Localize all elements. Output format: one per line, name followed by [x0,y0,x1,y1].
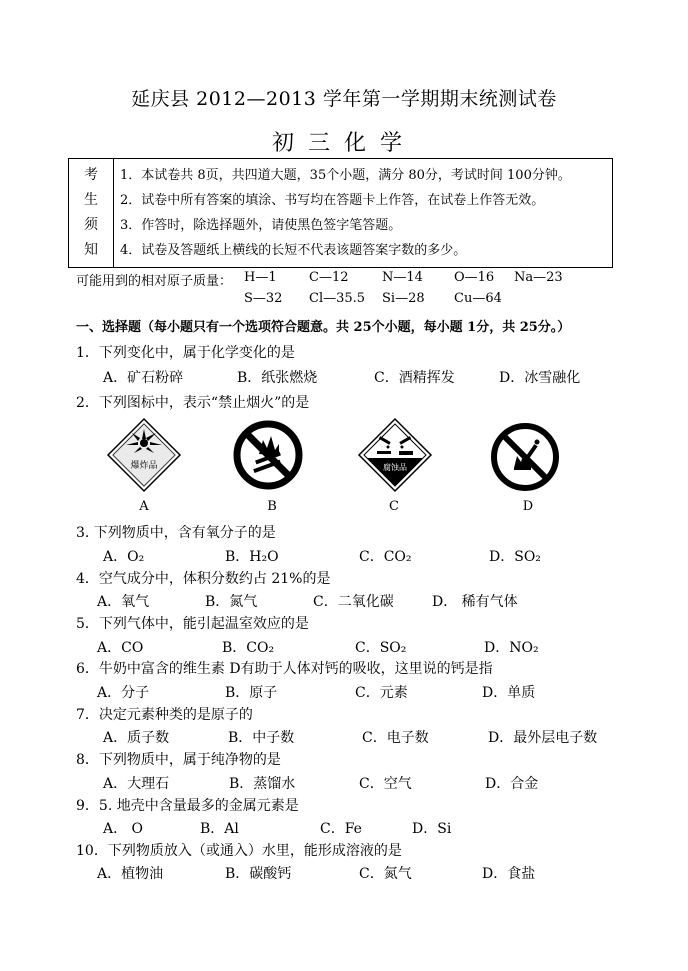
option: D．SO₂ [489,549,541,565]
option: D． 稀有气体 [432,594,518,610]
option: D．最外层电子数 [488,730,598,746]
question-stem: 9．5. 地壳中含量最多的金属元素是 [76,798,299,814]
option: A．O₂ [103,549,145,565]
question-stem: 2．下列图标中，表示“禁止烟火”的是 [76,395,310,411]
option: C．电子数 [362,730,429,746]
option: B．H₂O [225,549,279,565]
option: D．合金 [485,776,539,792]
option: C．SO₂ [355,640,407,656]
question-stem: 5．下列气体中，能引起温室效应的是 [76,616,309,632]
option: D．Si [412,821,452,837]
explosive-sign-icon [106,417,182,493]
no-smoking-fire-sign-icon [490,422,560,492]
option: B．蒸馏水 [229,776,296,792]
option: D [522,499,534,514]
option: B．中子数 [228,730,295,746]
option: A．大理石 [103,776,170,792]
exam-title: 延庆县 2012—2013 学年第一学期期末统测试卷 [131,88,557,110]
section-heading: 一、选择题（每小题只有一个选项符合题意。共 25个小题，每小题 1分，共 25分。） [76,320,571,335]
option: A [139,499,149,514]
notice-side-label: 考 生 须 知 [69,159,114,268]
atomic-mass-item: Na—23 [514,270,563,285]
no-open-flame-sign-icon [233,420,303,490]
atomic-mass-item: Si—28 [382,291,425,306]
question-stem: 4．空气成分中，体积分数约占 21%的是 [76,571,331,587]
option: A．植物油 [97,866,164,882]
option: D．NO₂ [484,640,539,656]
notice-item: 1．本试卷共 8页，共四道大题，35个小题，满分 80分，考试时间 100分钟。 [120,168,571,183]
option: A． O [103,821,144,837]
atomic-mass-label: 可能用到的相对原子质量： [76,274,233,289]
option: C．酒精挥发 [374,370,455,386]
option: B．氮气 [205,594,258,610]
option: D．冰雪融化 [499,370,581,386]
option: B．碳酸钙 [225,866,292,882]
option: C．Fe [320,821,362,837]
notice-items [114,159,613,268]
option: B．Al [200,821,239,837]
option: A．氧气 [97,594,150,610]
atomic-mass-item: S—32 [244,291,283,306]
option: B．CO₂ [222,640,275,656]
exam-subject: 初三化学 [271,131,416,156]
option: A．质子数 [103,730,170,746]
option: C．CO₂ [359,549,412,565]
question-stem: 3. 下列物质中，含有氧分子的是 [76,525,276,541]
notice-item: 2．试卷中所有答案的填涂、书写均在答题卡上作答，在试卷上作答无效。 [120,193,545,208]
atomic-mass-item: N—14 [382,270,423,285]
option: C [389,499,399,514]
option: B．原子 [225,685,278,701]
question-stem: 8．下列物质中，属于纯净物的是 [76,752,281,768]
question-stem: 1．下列变化中，属于化学变化的是 [76,345,295,361]
option: C．空气 [359,776,412,792]
icon-label: 爆炸品 [130,461,158,471]
option: A．矿石粉碎 [103,370,184,386]
option: D．单质 [482,685,536,701]
question-stem: 10．下列物质放入（或通入）水里，能形成溶液的是 [76,843,402,859]
icon-label: 腐蚀品 [383,463,407,472]
atomic-mass-item: H—1 [244,270,277,285]
notice-item: 3．作答时，除选择题外，请使黑色签字笔答题。 [120,218,402,233]
notice-item: 4．试卷及答题纸上横线的长短不代表该题答案字数的多少。 [120,243,467,258]
option: B．纸张燃烧 [237,370,318,386]
option: A．CO [97,640,144,656]
atomic-mass-item: O—16 [454,270,495,285]
atomic-mass-item: Cl—35.5 [309,291,366,306]
option: C．元素 [355,685,408,701]
option: C．二氧化碳 [313,594,394,610]
option: B [267,499,277,514]
atomic-mass-item: Cu—64 [454,291,502,306]
question-stem: 6．牛奶中富含的维生素 D有助于人体对钙的吸收，这里说的钙是指 [76,661,493,677]
candidate-notice-box [68,158,613,268]
atomic-mass-item: C—12 [309,270,349,285]
option: A．分子 [97,685,150,701]
question-stem: 7．决定元素种类的是原子的 [76,707,253,723]
option: C．氮气 [359,866,412,882]
option: D．食盐 [482,866,536,882]
corrosive-sign-icon [357,417,433,493]
